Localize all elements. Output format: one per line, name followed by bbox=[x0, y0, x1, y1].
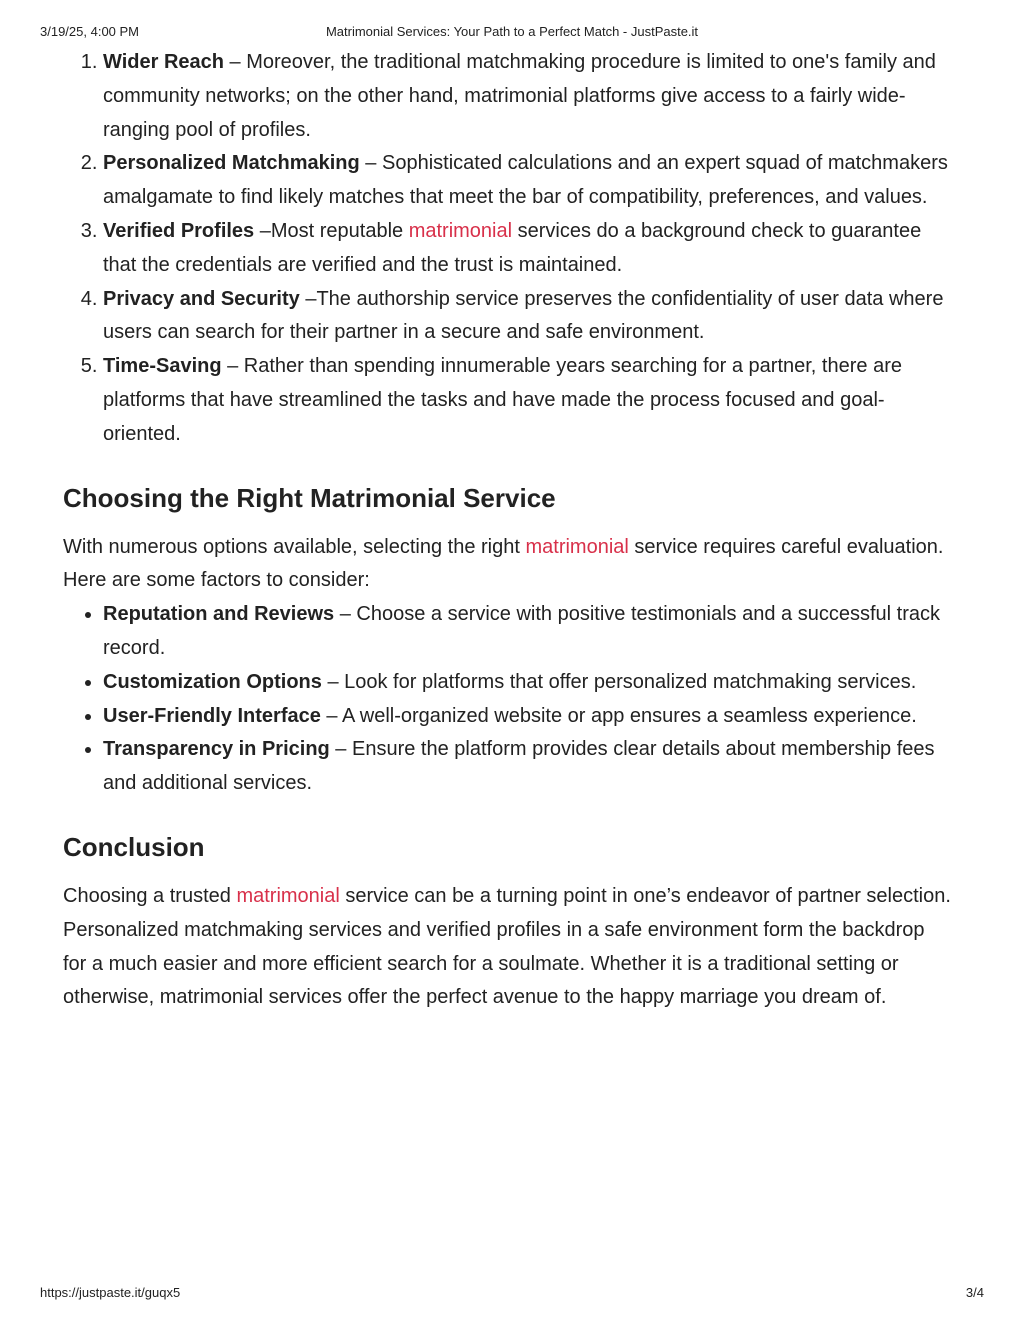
choosing-intro-text: service requires careful evaluation. Here are some factors to consider: bbox=[63, 535, 944, 592]
list-item-term: Reputation and Reviews bbox=[103, 603, 335, 626]
list-item bbox=[103, 598, 953, 666]
matrimonial-link[interactable]: matrimonial bbox=[236, 884, 340, 907]
matrimonial-link[interactable]: matrimonial bbox=[525, 535, 629, 558]
list-item-text: services do a background check to guarantee that the credentials are verified and the trust is maintained. bbox=[103, 219, 922, 276]
conclusion-text: service can be a turning point in one’s endeavor of partner selection. Personalized matchmaking services and verified profiles in a safe environment form the backdrop for a much easier and more efficient search for a soulmate. Whether it is a traditional setting or otherwise, matrimonial services offer the perfect avenue to the happy marriage you dream of. bbox=[63, 884, 951, 1009]
list-item-term: Privacy and Security bbox=[103, 287, 300, 310]
list-item-term: User-Friendly Interface bbox=[103, 704, 321, 727]
conclusion-text: Choosing a trusted bbox=[63, 884, 237, 907]
list-item-text: – Choose a service with positive testimonials and a successful track record. bbox=[103, 603, 940, 659]
list-item-term: Customization Options bbox=[103, 670, 322, 693]
list-item-text: – Sophisticated calculations and an expert squad of matchmakers amalgamate to find likely matches that meet the bar of compatibility, preferences, and values. bbox=[103, 152, 948, 209]
list-item-text: –Most reputable bbox=[254, 219, 409, 242]
conclusion-paragraph bbox=[63, 880, 953, 1015]
list-item-term: Wider Reach bbox=[103, 51, 224, 73]
list-item-text: – Look for platforms that offer personalized matchmaking services. bbox=[321, 670, 917, 693]
matrimonial-link[interactable]: matrimonial bbox=[408, 219, 513, 242]
print-url: https://justpaste.it/guqx5 bbox=[40, 1285, 181, 1300]
list-item bbox=[103, 700, 953, 734]
section-heading-conclusion: Conclusion bbox=[63, 831, 205, 862]
choosing-intro-text: With numerous options available, selecting the right bbox=[63, 535, 526, 558]
list-item bbox=[103, 733, 953, 801]
benefits-list bbox=[63, 46, 953, 452]
list-item bbox=[103, 215, 953, 283]
list-item-text: – Rather than spending innumerable years searching for a partner, there are platforms that have streamlined the tasks and have made the process focused and goal-oriented. bbox=[103, 355, 902, 445]
list-item bbox=[103, 147, 953, 215]
list-item-term: Personalized Matchmaking bbox=[103, 152, 360, 175]
print-page-number: 3/4 bbox=[965, 1285, 984, 1300]
list-item bbox=[103, 283, 953, 351]
list-item-term: Verified Profiles bbox=[103, 219, 255, 242]
list-item-term: Time-Saving bbox=[103, 355, 222, 378]
choosing-intro bbox=[63, 531, 953, 599]
list-item bbox=[103, 350, 953, 451]
section-heading-choosing: Choosing the Right Matrimonial Service bbox=[63, 482, 556, 513]
list-item bbox=[103, 46, 953, 147]
print-page-title: Matrimonial Services: Your Path to a Perfect Match - JustPaste.it bbox=[325, 24, 699, 39]
print-datetime: 3/19/25, 4:00 PM bbox=[40, 24, 140, 39]
print-header bbox=[40, 24, 984, 42]
list-item-text: – Ensure the platform provides clear details about membership fees and additional services. bbox=[103, 738, 935, 795]
list-item-text: – A well-organized website or app ensures a seamless experience. bbox=[320, 704, 917, 727]
factors-list bbox=[63, 598, 953, 801]
list-item bbox=[103, 666, 953, 700]
list-item-text: – Moreover, the traditional matchmaking procedure is limited to one's family and community networks; on the other hand, matrimonial platforms give access to a fairly wide-ranging pool of profiles. bbox=[103, 51, 936, 141]
list-item-text: –The authorship service preserves the confidentiality of user data where users can search for their partner in a secure and safe environment. bbox=[103, 287, 944, 344]
list-item-term: Transparency in Pricing bbox=[103, 738, 330, 761]
print-footer bbox=[40, 1285, 984, 1303]
article-body bbox=[63, 46, 953, 1015]
